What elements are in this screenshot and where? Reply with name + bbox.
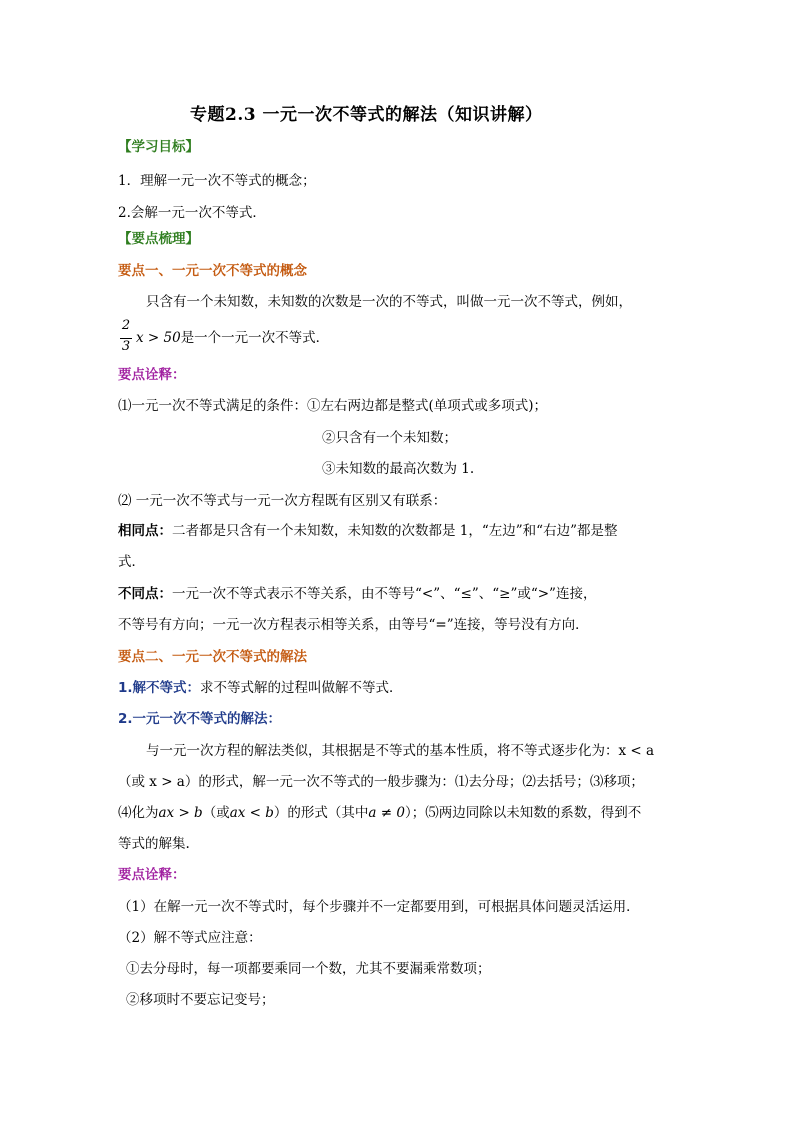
same-points-label: 相同点： xyxy=(118,523,172,539)
solve-definition-text: 求不等式解的过程叫做解不等式． xyxy=(200,680,403,696)
condition-3: ③未知数的最高次数为 1. xyxy=(322,461,475,477)
method-step4-prefix: ⑷化为 xyxy=(118,805,159,821)
method-where-text: ）的形式（其中 xyxy=(273,805,369,821)
example-tail: 是一个一元一次不等式． xyxy=(180,330,330,346)
method-label: 2.一元一次不等式的解法： xyxy=(118,711,282,727)
notes1-heading: 要点诠释： xyxy=(118,367,186,383)
point1-definition: 只含有一个未知数，未知数的次数是一次的不等式，叫做一元一次不等式，例如， xyxy=(146,294,632,310)
expr-ax-lt-b: ax < b xyxy=(229,805,274,821)
condition-2: ②只含有一个未知数； xyxy=(322,430,457,446)
example-line xyxy=(136,329,329,347)
expr-a-neq-0: a ≠ 0 xyxy=(368,805,405,821)
diff-points-text: 一元一次不等式表示不等关系，由不等号“<”、“≤”、“≥”或“>”连接， xyxy=(172,586,597,602)
learning-goals-heading: 【学习目标】 xyxy=(118,139,199,155)
example-inequality: x > 50 xyxy=(136,330,181,346)
note2-item-3: ①去分母时，每一项都要乘同一个数，尤其不要漏乘常数项； xyxy=(126,961,491,977)
method-line-3 xyxy=(118,804,641,822)
method-line-2: （或 x > a）的形式，解一元一次不等式的一般步骤为：⑴去分母；⑵去括号；⑶移项； xyxy=(118,774,644,790)
point1-heading: 要点一、一元一次不等式的概念 xyxy=(118,263,307,279)
goal-item-1: 1．理解一元一次不等式的概念； xyxy=(118,173,316,189)
diff-points-cont: 不等号有方向；一元一次方程表示相等关系，由等号“=”连接，等号没有方向． xyxy=(118,617,589,633)
goal-item-2: 2.会解一元一次不等式． xyxy=(118,205,266,221)
note2-item-1: （1）在解一元一次不等式时，每个步骤并不一定都要用到，可根据具体问题灵活运用． xyxy=(118,899,640,915)
note2-item-4: ②移项时不要忘记变号； xyxy=(126,992,275,1008)
same-points-line xyxy=(118,522,618,540)
fraction-denominator: 3 xyxy=(121,339,131,354)
solve-definition-label: 1.解不等式： xyxy=(118,680,201,696)
summary-heading: 【要点梳理】 xyxy=(118,231,199,247)
page-title: 专题2.3 一元一次不等式的解法（知识讲解） xyxy=(190,105,543,125)
diff-points-line xyxy=(118,585,596,603)
method-step5-text: ）；⑸两边同除以未知数的系数，得到不 xyxy=(404,805,642,821)
same-points-text: 二者都是只含有一个未知数，未知数的次数都是 1，“左边”和“右边”都是整 xyxy=(172,523,618,539)
condition-line: ⑴一元一次不等式满足的条件：①左右两边都是整式(单项式或多项式)； xyxy=(118,398,548,414)
expr-ax-gt-b: ax > b xyxy=(158,805,203,821)
note2-item-2: （2）解不等式应注意： xyxy=(118,930,262,946)
relation-line: ⑵ 一元一次不等式与一元一次方程既有区别又有联系： xyxy=(118,493,447,509)
notes2-heading: 要点诠释： xyxy=(118,867,186,883)
method-line-4: 等式的解集. xyxy=(118,836,190,852)
method-line-1: 与一元一次方程的解法类似，其根据是不等式的基本性质，将不等式逐步化为：x < a xyxy=(146,743,655,759)
solve-definition-line xyxy=(118,679,403,697)
method-or-text: （或 xyxy=(202,805,230,821)
fraction-numerator: 2 xyxy=(121,318,131,333)
same-points-cont: 式． xyxy=(118,554,145,570)
fraction-two-thirds xyxy=(120,318,134,358)
point2-heading: 要点二、一元一次不等式的解法 xyxy=(118,649,307,665)
diff-points-label: 不同点： xyxy=(118,586,172,602)
